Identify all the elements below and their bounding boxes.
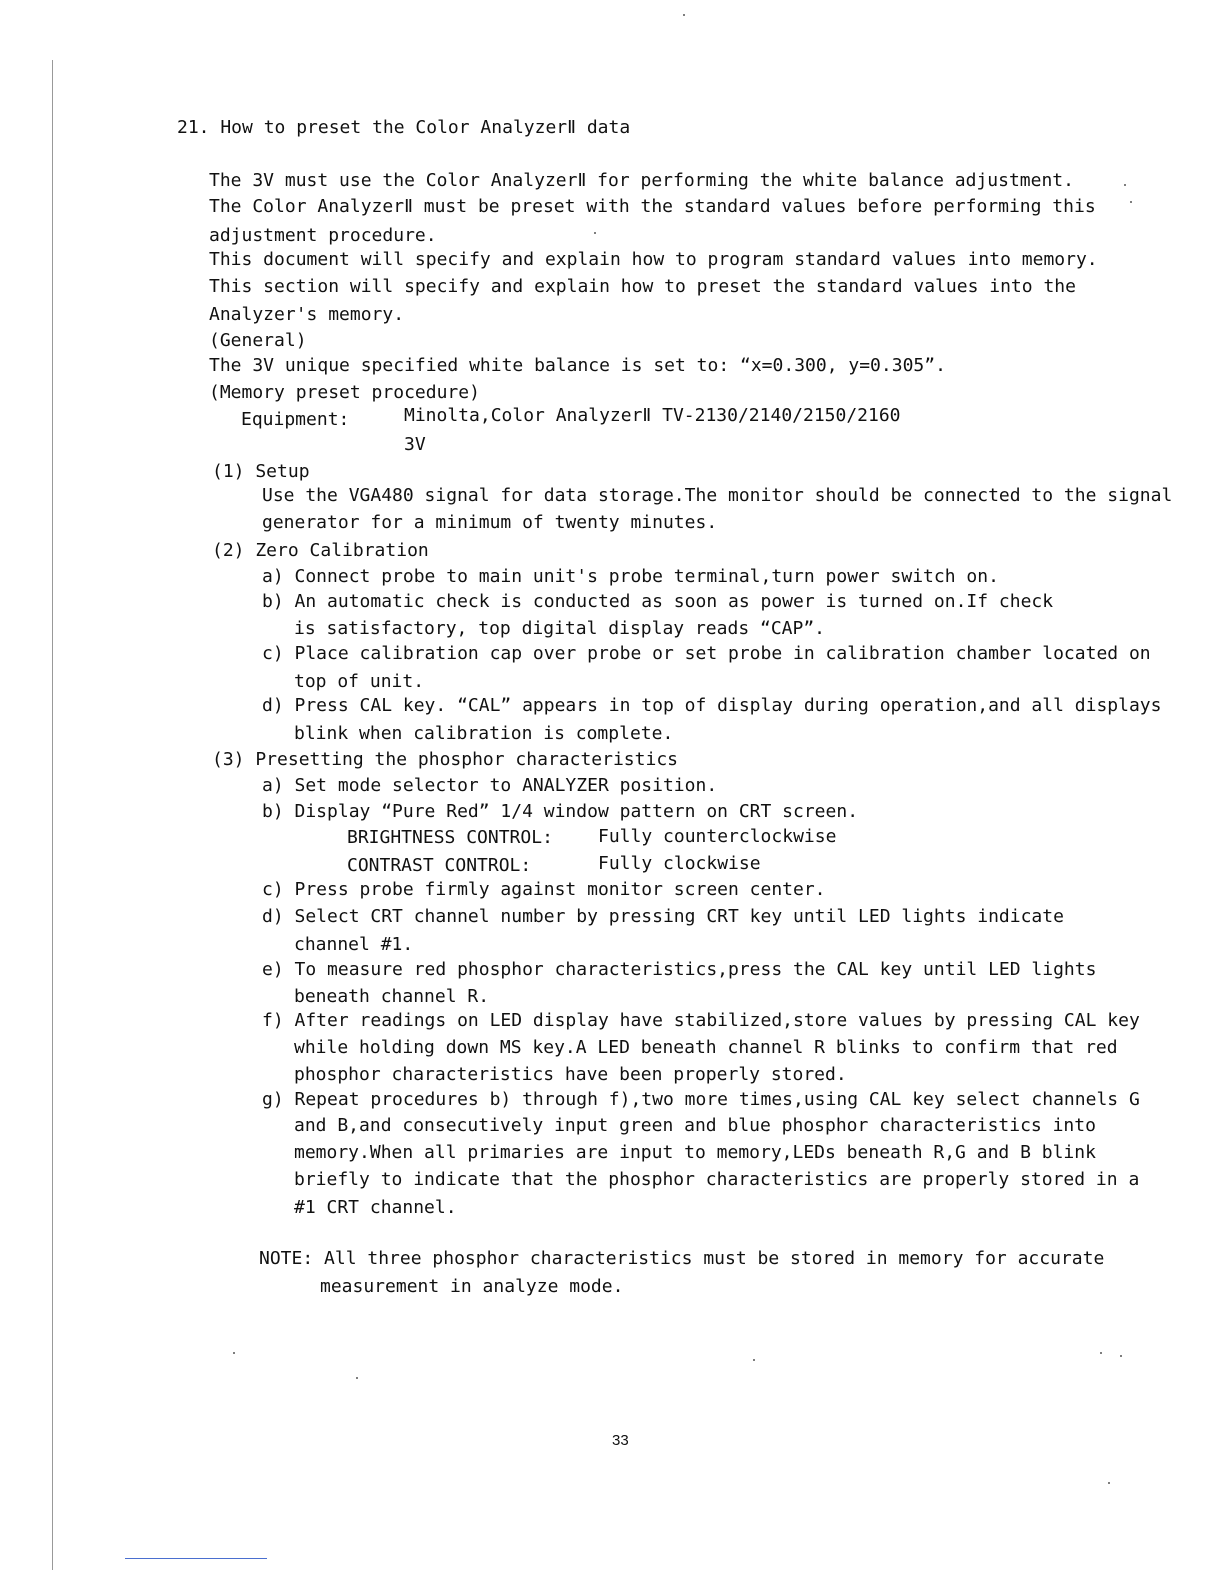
intro-line: Analyzer's memory. (209, 304, 405, 325)
step-item: b) Display “Pure Red” 1/4 window pattern on CRT screen. (262, 801, 859, 822)
step-item-cont: beneath channel R. (294, 986, 490, 1007)
step-item: d) Select CRT channel number by pressing CRT key until LED lights indicate (262, 906, 1064, 927)
scan-speck (594, 232, 596, 234)
memory-preset-heading: (Memory preset procedure) (209, 382, 480, 403)
step-heading: (2) Zero Calibration (212, 540, 429, 561)
step-heading: (3) Presetting the phosphor characteristics (212, 749, 678, 770)
note-text: NOTE: All three phosphor characteristics must be stored in memory for accurate (259, 1248, 1105, 1269)
equipment-label: Equipment: (241, 409, 350, 430)
scan-edge-line (52, 60, 53, 1570)
page-number: 33 (612, 1432, 629, 1449)
step-item-cont: memory.When all primaries are input to memory,LEDs beneath R,G and B blink (294, 1142, 1096, 1163)
step-item: d) Press CAL key. “CAL” appears in top of display during operation,and all displays (262, 695, 1162, 716)
step-heading: (1) Setup (212, 461, 310, 482)
intro-line: The 3V must use the Color AnalyzerⅡ for performing the white balance adjustment. (209, 170, 1074, 191)
intro-line: This document will specify and explain how to program standard values into memory. (209, 249, 1098, 270)
step-text: Use the VGA480 signal for data storage.The monitor should be connected to the signal (262, 485, 1173, 506)
equipment-value: Minolta,Color AnalyzerⅡ TV-2130/2140/2150/2160 (404, 405, 901, 426)
step-item: f) After readings on LED display have stabilized,store values by pressing CAL key (262, 1010, 1140, 1031)
intro-line: This section will specify and explain how to preset the standard values into the (209, 276, 1076, 297)
step-item-cont: #1 CRT channel. (294, 1197, 457, 1218)
step-item: c) Place calibration cap over probe or set probe in calibration chamber located on (262, 643, 1151, 664)
scan-speck (1100, 1352, 1102, 1354)
step-item: b) An automatic check is conducted as soon as power is turned on.If check (262, 591, 1054, 612)
footer-rule (125, 1558, 267, 1559)
step-item-cont: and B,and consecutively input green and blue phosphor characteristics into (294, 1115, 1096, 1136)
section-title: 21. How to preset the Color AnalyzerⅡ data (177, 117, 631, 138)
control-value: Fully counterclockwise (598, 826, 837, 847)
step-item-cont: blink when calibration is complete. (294, 723, 674, 744)
scan-speck (1120, 1355, 1122, 1357)
intro-line: adjustment procedure. (209, 225, 437, 246)
scan-speck (1124, 184, 1126, 186)
scan-speck (356, 1377, 358, 1379)
control-value: Fully clockwise (598, 853, 761, 874)
scan-speck (233, 1352, 235, 1354)
step-item-cont: top of unit. (294, 671, 425, 692)
step-item: a) Set mode selector to ANALYZER position. (262, 775, 718, 796)
intro-line: The Color AnalyzerⅡ must be preset with the standard values before performing this (209, 196, 1096, 217)
step-item-cont: channel #1. (294, 934, 414, 955)
step-item: a) Connect probe to main unit's probe terminal,turn power switch on. (262, 566, 999, 587)
step-item: g) Repeat procedures b) through f),two more times,using CAL key select channels G (262, 1089, 1140, 1110)
step-item: c) Press probe firmly against monitor screen center. (262, 879, 826, 900)
step-text: generator for a minimum of twenty minutes. (262, 512, 718, 533)
control-label: CONTRAST CONTROL: (347, 855, 532, 876)
scan-speck (683, 14, 685, 16)
control-label: BRIGHTNESS CONTROL: (347, 827, 553, 848)
scan-speck (1130, 201, 1132, 203)
general-heading: (General) (209, 330, 307, 351)
scan-speck (1108, 1482, 1110, 1484)
step-item: e) To measure red phosphor characteristics,press the CAL key until LED lights (262, 959, 1097, 980)
step-item-cont: briefly to indicate that the phosphor characteristics are properly stored in a (294, 1169, 1140, 1190)
equipment-value: 3V (404, 434, 426, 455)
step-item-cont: while holding down MS key.A LED beneath channel R blinks to confirm that red (294, 1037, 1118, 1058)
scan-speck (753, 1359, 755, 1361)
step-item-cont: is satisfactory, top digital display reads “CAP”. (294, 618, 826, 639)
step-item-cont: phosphor characteristics have been properly stored. (294, 1064, 847, 1085)
note-text-cont: measurement in analyze mode. (320, 1276, 624, 1297)
white-balance-spec: The 3V unique specified white balance is set to: “x=0.300, y=0.305”. (209, 355, 946, 376)
